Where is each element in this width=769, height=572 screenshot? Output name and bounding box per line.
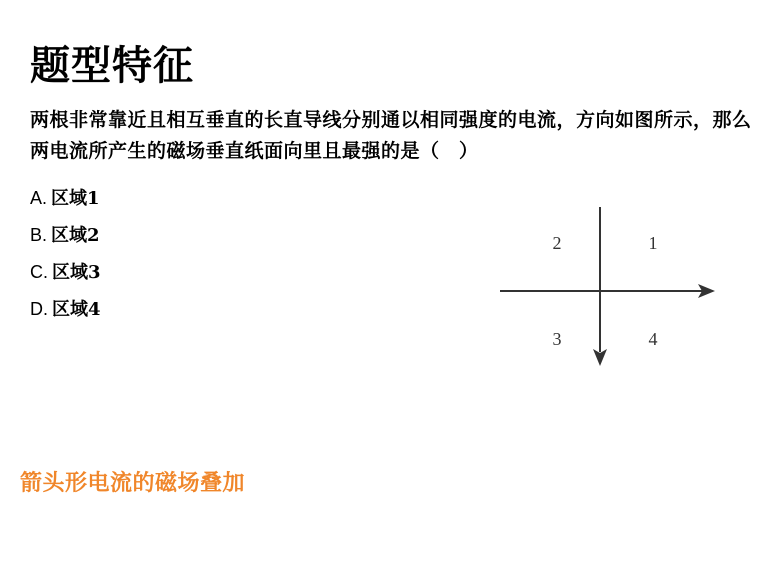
option-letter: C. [30, 262, 48, 282]
option-label: 区域3 [52, 262, 101, 283]
option-d[interactable] [30, 293, 101, 330]
option-c[interactable] [30, 256, 101, 293]
topic-note: 箭头形电流的磁场叠加 [20, 471, 246, 496]
answer-options [30, 182, 101, 330]
option-letter: A. [30, 188, 48, 208]
option-label: 区域2 [51, 225, 100, 246]
question-text: 两根非常靠近且相互垂直的长直导线分别通以相同强度的电流，方向如图所示，那么两电流所产生的磁场垂直纸面向里且最强的是（ ） [30, 109, 752, 162]
option-letter: D. [30, 299, 48, 319]
option-label: 区域4 [52, 299, 101, 320]
option-label: 区域1 [51, 188, 100, 209]
option-b[interactable] [30, 219, 101, 256]
option-a[interactable] [30, 182, 101, 219]
region-label-2: 2 [552, 233, 562, 253]
region-label-4: 4 [648, 329, 658, 349]
page-title: 题型特征 [30, 43, 194, 89]
region-label-1: 1 [648, 233, 658, 253]
current-diagram [495, 200, 725, 375]
option-letter: B. [30, 225, 48, 245]
region-label-3: 3 [552, 329, 562, 349]
